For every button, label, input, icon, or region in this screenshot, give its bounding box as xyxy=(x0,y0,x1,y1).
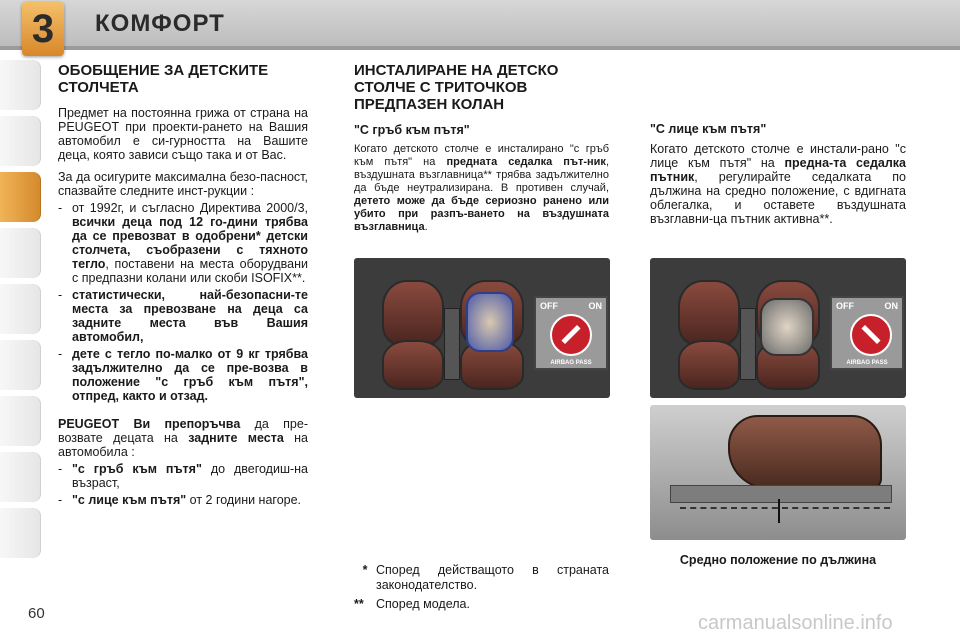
section-heading: ИНСТАЛИРАНЕ НА ДЕТСКО СТОЛЧЕ С ТРИТОЧКОВ ПРЕДПАЗЕН КОЛАН xyxy=(354,62,559,113)
airbag-off-indicator xyxy=(550,314,592,356)
column-overview xyxy=(58,62,308,510)
text: да пре-возвате децата на xyxy=(58,417,309,445)
list-item-text xyxy=(72,201,308,285)
list-item xyxy=(58,462,308,490)
footnotes xyxy=(354,563,609,615)
text: Когато детското столче е инстали-рано "с лице към пътя" на xyxy=(650,142,906,170)
airbag-off-label: OFF xyxy=(540,301,558,311)
footnote xyxy=(354,597,609,612)
text-bold: задните места xyxy=(188,431,284,445)
section-heading: ОБОБЩЕНИЕ ЗА ДЕТСКИТЕ СТОЛЧЕТА xyxy=(58,62,269,96)
text: от 1992г, и съгласно Директива 2000/3, xyxy=(72,201,308,215)
text-bold: PEUGEOT Ви препоръчва xyxy=(58,417,241,431)
switch-arrow-icon xyxy=(561,325,580,344)
chapter-tab[interactable] xyxy=(0,116,41,166)
page-title: КОМФОРТ xyxy=(95,10,225,37)
footnote-mark: * xyxy=(362,563,368,577)
column-rear-facing xyxy=(354,62,609,242)
paragraph: Предмет на постоянна грижа от страна на PEUGEOT при проекти-рането на Вашия автомобил е си-гурността на Вашите деца, която зависи също така и от Вас. xyxy=(58,106,308,162)
bullet-dash: - xyxy=(58,288,63,302)
list-item-text: статистически, най-безопасни-те места за превозване на деца са задните места във Вашия автомобил, xyxy=(72,288,308,344)
text: , поставени на места оборудвани с предпазни колани или скоби ISOFIX**. xyxy=(72,257,308,285)
text-bold: всички деца под 12 го-дини трябва да се превозват в одобрени* детски столчета, съобразени с тяхното тегло xyxy=(72,215,308,271)
chapter-tab[interactable] xyxy=(0,396,41,446)
text: от 2 години нагоре. xyxy=(186,493,302,507)
forward-facing-seat-image xyxy=(650,258,906,398)
text: , въздушната възглавница** трябва задължително да бъде неутрализирана. В противен случай, xyxy=(354,156,609,194)
travel-range-line xyxy=(680,507,890,509)
bullet-dash: - xyxy=(58,493,63,507)
bullet-dash: - xyxy=(58,462,63,476)
list-item xyxy=(58,201,308,285)
rear-facing-seat-image xyxy=(354,258,610,398)
header-divider xyxy=(0,46,960,50)
page-number: 60 xyxy=(28,605,45,622)
watermark: carmanualsonline.info xyxy=(698,612,893,634)
chapter-tabs xyxy=(0,60,46,564)
text: Когато детското столче е инсталирано "с гръб към пътя" на xyxy=(354,143,609,168)
chapter-tab[interactable] xyxy=(0,452,41,502)
footnote-text: Според действащото в страната законодателство. xyxy=(376,563,609,592)
list-item-text xyxy=(72,493,301,507)
airbag-on-indicator xyxy=(850,314,892,356)
airbag-on-label: ON xyxy=(884,301,898,311)
driver-seat xyxy=(382,280,444,346)
airbag-caption: AIRBAG PASS xyxy=(846,360,888,366)
chapter-tab[interactable] xyxy=(0,228,41,278)
text-bold: "с гръб към пътя" xyxy=(72,462,202,476)
chapter-tab-active[interactable] xyxy=(0,172,41,222)
chapter-tab[interactable] xyxy=(0,340,41,390)
driver-seat xyxy=(678,280,740,346)
airbag-caption: AIRBAG PASS xyxy=(550,360,592,366)
subheading: "С лице към пътя" xyxy=(650,122,767,136)
text: , регулирайте седалката по дължина на средно положение, с вдигната облегалка, и оставете въздушната възглавни-ца пътник активна**. xyxy=(650,170,906,226)
column-forward-facing xyxy=(650,122,906,234)
paragraph xyxy=(354,143,609,234)
text: на автомобила : xyxy=(58,431,309,459)
text-bold: предна-та седалка пътник xyxy=(650,156,906,184)
paragraph xyxy=(58,417,308,459)
center-console xyxy=(740,308,756,380)
list-item xyxy=(58,288,308,344)
text: . xyxy=(424,221,428,233)
chapter-tab[interactable] xyxy=(0,60,41,110)
subheading: "С гръб към пътя" xyxy=(354,123,470,137)
driver-seat-cushion xyxy=(678,340,740,390)
middle-position-marker xyxy=(778,499,780,523)
list-item-text xyxy=(72,462,308,490)
airbag-switch-sign xyxy=(830,296,904,370)
footnote xyxy=(354,563,609,593)
image-caption: Средно положение по дължина xyxy=(679,553,877,567)
chapter-tab[interactable] xyxy=(0,508,41,558)
chapter-tab[interactable] xyxy=(0,284,41,334)
switch-arrow-icon xyxy=(861,325,880,344)
seat-cushion xyxy=(728,415,882,489)
airbag-on-label: ON xyxy=(588,301,602,311)
child-seat-rear-facing xyxy=(466,292,514,352)
paragraph: За да осигурите максимална безо-пасност, спазвайте следните инст-рукции : xyxy=(58,170,308,198)
list-item-text: дете с тегло по-малко от 9 кг трябва задължително да се пре-возва в положение "с гръб към пътя", отпред, както и отзад. xyxy=(72,347,308,403)
seat-rail xyxy=(670,485,892,503)
seat-side-view-image xyxy=(650,405,906,540)
driver-seat-cushion xyxy=(382,340,444,390)
text-bold: предната седалка път-ник xyxy=(446,156,606,168)
chapter-number-badge: 3 xyxy=(22,2,64,56)
footnote-mark: ** xyxy=(354,597,364,611)
bullet-dash: - xyxy=(58,201,63,215)
text-bold: детето може да бъде сериозно ранено или убито при разпъ-ването на въздушната възглавница xyxy=(354,195,609,233)
center-console xyxy=(444,308,460,380)
paragraph xyxy=(650,142,906,226)
footnote-text: Според модела. xyxy=(376,597,470,611)
list-item xyxy=(58,347,308,403)
airbag-off-label: OFF xyxy=(836,301,854,311)
bullet-dash: - xyxy=(58,347,63,361)
text: до двегодиш-на възраст, xyxy=(72,462,308,490)
list-item xyxy=(58,493,308,507)
text-bold: "с лице към пътя" xyxy=(72,493,187,507)
airbag-switch-sign xyxy=(534,296,608,370)
child-seat-forward-facing xyxy=(760,298,814,356)
